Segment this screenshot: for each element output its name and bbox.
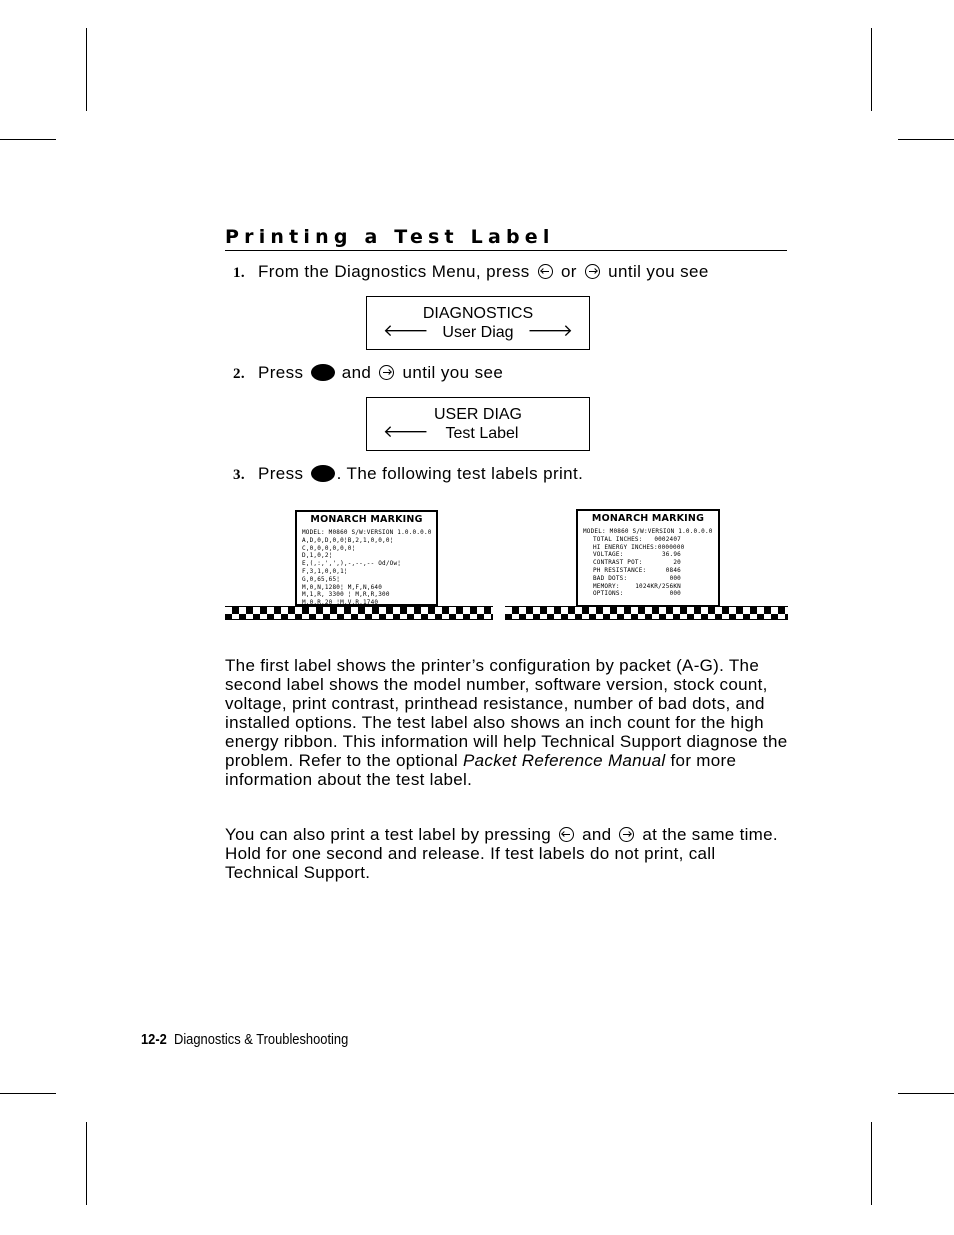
- paragraph-text: The first label shows the printer’s configuration by packet (A-G). The second label shows the model number, software version, stock count, voltage, print contrast, printhead resistance, number of bad dots, and installed options. The test label also shows an inch count for the high energy ribbon. This information will help Technical Support diagnose the problem. Refer to the optional: [225, 656, 788, 770]
- paragraph-text: You can also print a test label by pressing: [225, 825, 552, 844]
- step-3: [233, 464, 583, 485]
- right-arrow-key-icon: [619, 827, 634, 842]
- crop-mark: [898, 1093, 954, 1094]
- label-row: [583, 559, 713, 567]
- label-line: F,3,1,0,0,1¦: [302, 567, 348, 575]
- display-diagnostics: [366, 296, 590, 350]
- explanation-paragraph: [225, 656, 790, 789]
- label-line: C,0,0,0,0,0,0¦: [302, 544, 356, 552]
- label-value: 000: [669, 590, 681, 598]
- step-text: From the Diagnostics Menu, press: [258, 262, 530, 281]
- step-1: [233, 262, 709, 283]
- label-stock-pattern: [225, 606, 493, 620]
- crop-mark: [86, 1122, 87, 1205]
- paragraph-text: at the same time. Hold for one second and release. If test labels do not print, call Technical Support.: [225, 825, 778, 882]
- display-line-2: Test Label: [445, 425, 519, 442]
- label-key: BAD DOTS:: [593, 574, 628, 582]
- label-stock-pattern: [505, 606, 788, 620]
- label-line: MODEL: M0860 S/W:VERSION 1.0.0.0.0: [302, 529, 432, 536]
- label-brand: MONARCH MARKING: [591, 513, 705, 524]
- step-text: Press: [258, 363, 304, 382]
- label-value: 20: [673, 559, 681, 567]
- label-key: MODEL: M0860 S/W:VERSION 1.0.0.0.0: [583, 528, 713, 535]
- display-line-1: USER DIAG: [433, 406, 522, 423]
- step-number: 2.: [233, 366, 246, 382]
- left-arrow-key-icon: [538, 264, 553, 279]
- label-row: [583, 536, 713, 544]
- label-line: D,1,0,2¦: [302, 552, 333, 560]
- enter-key-icon: [311, 364, 335, 381]
- label-value: 1024KR/256KN: [635, 582, 681, 590]
- step-text: until you see: [608, 262, 709, 281]
- step-text: until you see: [402, 363, 504, 382]
- paragraph-text: for more information about the test label.: [225, 751, 737, 789]
- crop-mark: [0, 139, 56, 140]
- step-text: and: [341, 363, 372, 382]
- label-key: CONTRAST POT:: [593, 559, 643, 567]
- label-value: 0002407: [654, 535, 681, 543]
- label-row: [583, 544, 713, 552]
- left-arrow-icon: 🡐: [383, 321, 429, 340]
- page-number: 12-2: [141, 1031, 167, 1048]
- step-text: . The following test labels print.: [336, 464, 584, 483]
- crop-mark: [0, 1093, 56, 1094]
- step-number: 1.: [233, 265, 246, 281]
- page-footer: [141, 1031, 348, 1049]
- footer-section: Diagnostics & Troubleshooting: [174, 1031, 349, 1048]
- label-line: E,(,:,',',),-,--,-- Od/Ow¦: [302, 560, 402, 568]
- label-brand: MONARCH MARKING: [310, 514, 423, 525]
- left-arrow-icon: 🡐: [383, 422, 429, 441]
- step-2: [233, 363, 503, 384]
- label-row: [583, 528, 713, 536]
- manual-title: Packet Reference Manual: [463, 751, 666, 770]
- label-value: 0000000: [657, 543, 685, 551]
- label-value: 36.96: [661, 551, 681, 559]
- crop-mark: [871, 1122, 872, 1205]
- label-key: MEMORY:: [593, 582, 620, 590]
- test-label-configuration: [295, 510, 438, 606]
- label-row: [583, 575, 713, 583]
- label-key: HI ENERGY INCHES:: [593, 543, 658, 551]
- label-line: M,1,R, 3300 ¦ M,R,R,300: [302, 591, 390, 599]
- display-line-2: User Diag: [442, 324, 514, 341]
- right-arrow-icon: 🡒: [527, 321, 573, 340]
- label-row: [583, 590, 713, 598]
- crop-mark: [86, 28, 87, 111]
- section-heading: Printing a Test Label: [225, 226, 787, 251]
- label-value: 000: [669, 574, 681, 582]
- label-line: M,0,R,20 ¦M,V,R,1740: [302, 599, 379, 607]
- crop-mark: [871, 28, 872, 111]
- label-key: VOLTAGE:: [593, 551, 624, 559]
- label-value: 0846: [665, 566, 681, 574]
- step-text: or: [560, 262, 577, 281]
- left-arrow-key-icon: [559, 827, 574, 842]
- crop-mark: [898, 139, 954, 140]
- label-key: TOTAL INCHES:: [593, 535, 643, 543]
- display-user-diag: [366, 397, 590, 451]
- label-line: A,D,0,D,0,0¦B,2,1,0,0,0¦: [302, 536, 394, 544]
- label-row: [583, 567, 713, 575]
- right-arrow-key-icon: [379, 365, 394, 380]
- label-row: [583, 551, 713, 559]
- paragraph-text: and: [582, 825, 612, 844]
- alternate-method-paragraph: [225, 825, 790, 882]
- label-row: [583, 583, 713, 591]
- label-line: M,0,N,1280¦ M,F,N,640: [302, 583, 383, 591]
- step-number: 3.: [233, 467, 246, 483]
- right-arrow-key-icon: [585, 264, 600, 279]
- step-text: Press: [258, 464, 304, 483]
- display-line-1: DIAGNOSTICS: [422, 305, 534, 322]
- enter-key-icon: [311, 465, 335, 482]
- label-key: OPTIONS:: [593, 590, 624, 598]
- label-line: G,0,65,65¦: [302, 575, 341, 583]
- label-key: PH RESISTANCE:: [593, 566, 647, 574]
- test-label-status: [576, 509, 720, 607]
